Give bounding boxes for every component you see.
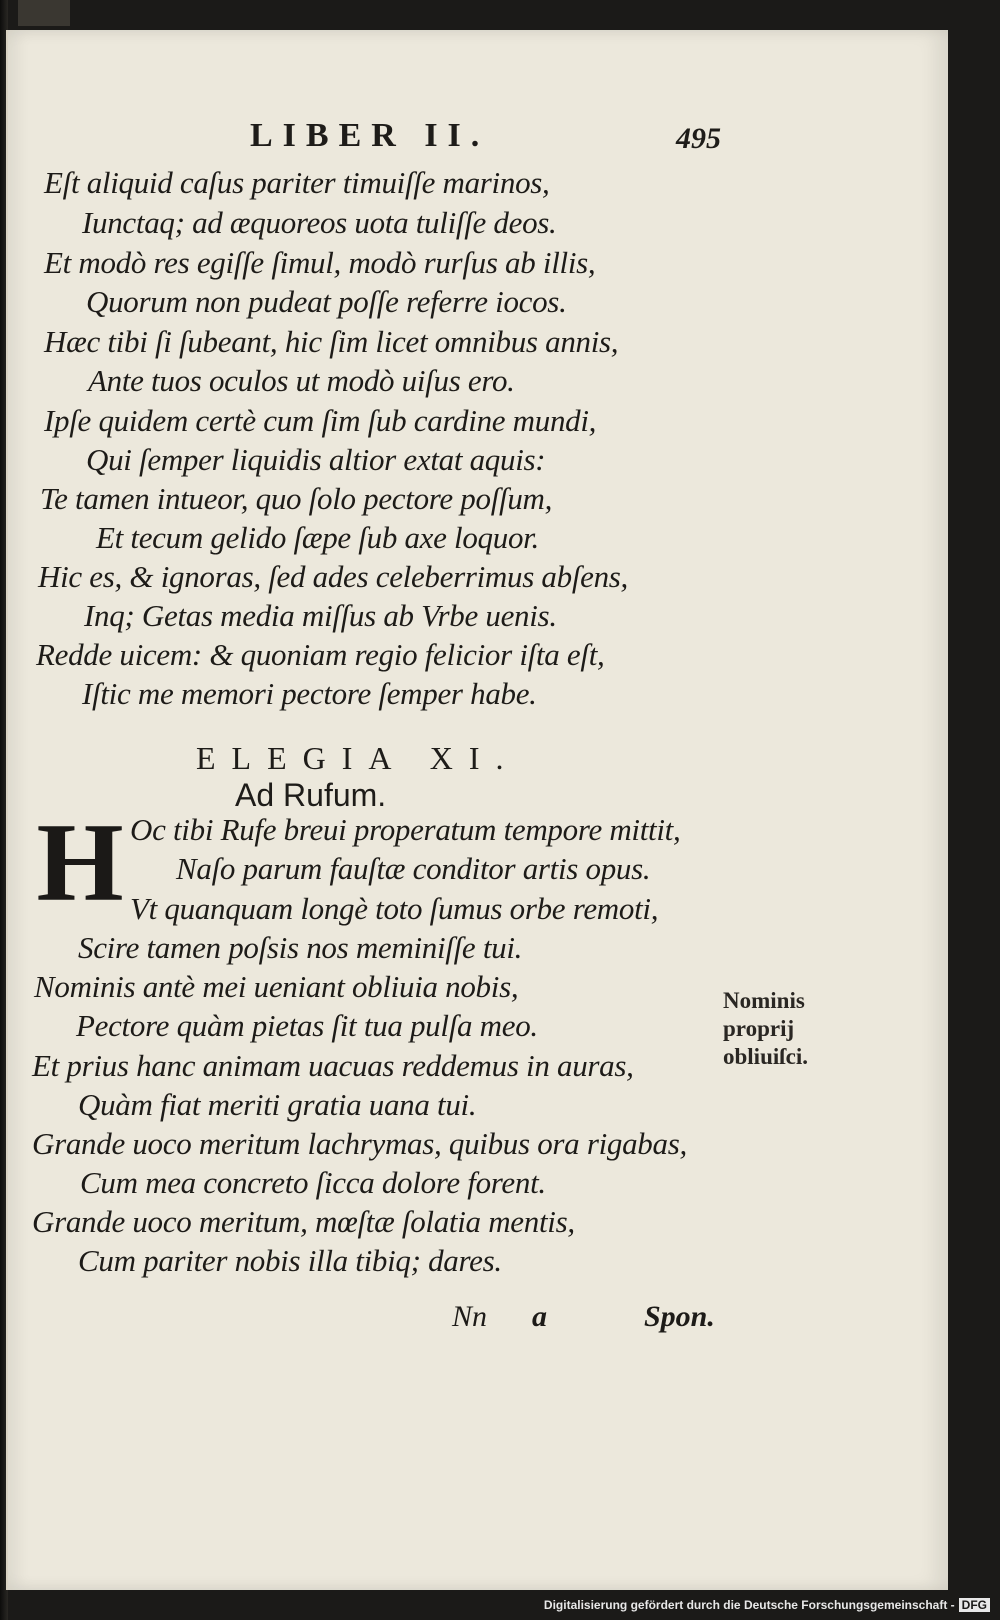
elegy-line: Cum pariter nobis illa tibiq; dares. (78, 1243, 502, 1278)
running-head: LIBER II. (250, 117, 490, 154)
signature-mark: Nn (452, 1300, 488, 1333)
elegy-line: Grande uoco meritum, mœſtæ ſolatia mentis, (32, 1204, 575, 1239)
elegy-line: Vt quanquam longè toto ſumus orbe remoti, (130, 891, 659, 926)
poem-line: Inq; Getas media miſſus ab Vrbe uenis. (84, 598, 557, 633)
elegy-line: Naſo parum fauſtæ conditor artis opus. (176, 851, 651, 886)
catchword: Spon. (644, 1300, 715, 1333)
drop-capital: H (36, 801, 124, 925)
margin-note-line: proprij (723, 1016, 795, 1041)
signature-sub: a (532, 1300, 547, 1333)
poem-line: Te tamen intueor, quo ſolo pectore poſſum, (40, 481, 553, 516)
elegy-line: Scire tamen poſsis nos meminiſſe tui. (78, 930, 523, 965)
poem-line: Qui ſemper liquidis altior extat aquis: (86, 442, 546, 477)
poem-line: Iunctaq; ad æquoreos uota tuliſſe deos. (82, 205, 557, 240)
page-number: 495 (676, 122, 721, 155)
elegy-line: Quàm fiat meriti gratia uana tui. (78, 1087, 477, 1122)
elegy-line: Nominis antè mei ueniant obliuia nobis, (34, 969, 519, 1004)
digitization-credit (544, 1598, 990, 1612)
elegy-line: Pectore quàm pietas ſit tua pulſa meo. (76, 1008, 538, 1043)
poem-line: Redde uicem: & quoniam regio felicior iſta eſt, (36, 637, 605, 672)
page-corner (18, 0, 70, 26)
poem-line: Et modò res egiſſe ſimul, modò rurſus ab illis, (44, 245, 596, 280)
margin-note-line: obliuiſci. (723, 1044, 808, 1069)
elegy-line: Cum mea concreto ſicca dolore forent. (80, 1165, 546, 1200)
poem-line: Hic es, & ignoras, ſed ades celeberrimus abſens, (38, 559, 629, 594)
poem-line: Ipſe quidem certè cum ſim ſub cardine mundi, (44, 403, 597, 438)
elegy-subtitle: Ad Rufum. (235, 777, 387, 813)
poem-line: Eſt aliquid caſus pariter timuiſſe marinos, (44, 165, 550, 200)
elegy-line: Grande uoco meritum lachrymas, quibus ora rigabas, (32, 1126, 687, 1161)
poem-line: Hæc tibi ſi ſubeant, hic ſim licet omnibus annis, (44, 324, 619, 359)
credit-text: Digitalisierung gefördert durch die Deutsche Forschungsgemeinschaft - (543, 1598, 955, 1612)
dfg-logo: DFG (959, 1598, 990, 1612)
poem-line: Et tecum gelido ſæpe ſub axe loquor. (96, 520, 539, 555)
elegy-line: Oc tibi Rufe breui properatum tempore mittit, (130, 812, 681, 847)
poem-line: Ante tuos oculos ut modò uiſus ero. (88, 363, 515, 398)
poem-line: Iſtic me memori pectore ſemper habe. (82, 676, 537, 711)
elegy-title: ELEGIA XI. (196, 740, 520, 776)
elegy-line: Et prius hanc animam uacuas reddemus in auras, (32, 1048, 634, 1083)
margin-note-line: Nominis (723, 988, 805, 1013)
poem-line: Quorum non pudeat poſſe referre iocos. (86, 284, 567, 319)
